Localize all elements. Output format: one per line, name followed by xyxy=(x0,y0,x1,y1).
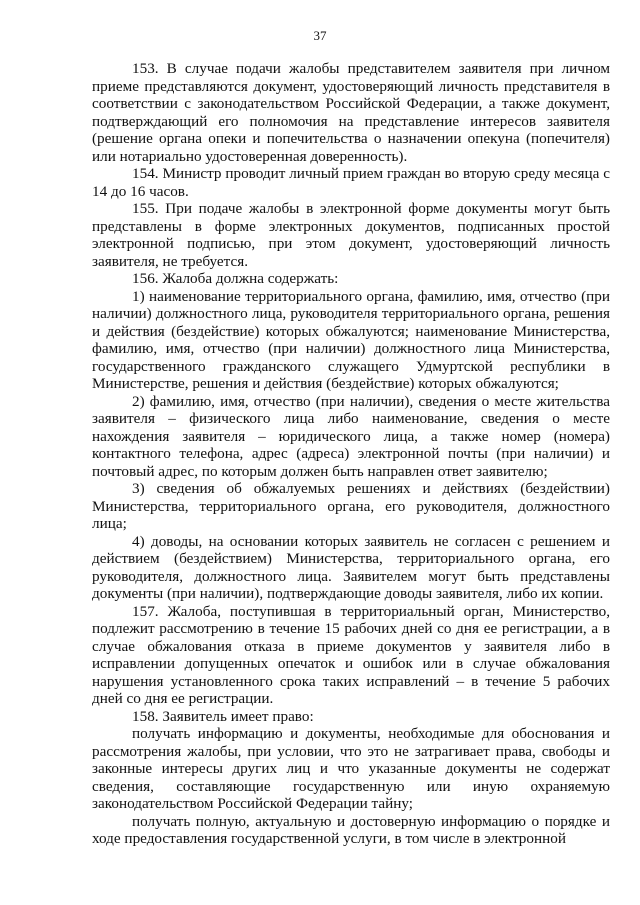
paragraph-156: 156. Жалоба должна содержать: xyxy=(132,270,339,287)
document-body xyxy=(92,60,610,848)
list-item-156-3: 3) сведения об обжалуемых решениях и действиях (бездействии) Министерства, территориального органа, его руководителя, должностного лица; xyxy=(92,480,610,532)
list-item-156-2: 2) фамилию, имя, отчество (при наличии), сведения о месте жительства заявителя – физического лица либо наименование, сведения о месте нахождения заявителя – юридического лица, а также номер (номера) контактного телефона, адрес (адреса) электронной почты (при наличии) и почтовый адрес, по которым должен быть направлен ответ заявителю; xyxy=(92,392,610,480)
page-number: 37 xyxy=(313,28,327,43)
paragraph-158: 158. Заявитель имеет право: xyxy=(132,707,314,725)
paragraph-154: 154. Министр проводит личный прием граждан во вторую среду месяца с 14 до 16 часов. xyxy=(92,165,610,200)
paragraph-153: 153. В случае подачи жалобы представителем заявителя при личном приеме представляются документ, удостоверяющий личность представителя в соответствии с законодательством Российской Федерации, а также документ, подтверждающий его полномочия на представление интересов заявителя (решение органа опеки и попечительства о назначении опекуна (попечителя) или нотариально удостоверенная доверенность). xyxy=(92,60,610,165)
paragraph-155: 155. При подаче жалобы в электронной форме документы могут быть представлены в форме электронных документов, подписанных простой электронной подписью, при этом документ, удостоверяющий личность заявителя, не требуется. xyxy=(92,200,610,270)
paragraph-157: 157. Жалоба, поступившая в территориальный орган, Министерство, подлежит рассмотрению в течение 15 рабочих дней со дня ее регистрации, а в случае обжалования отказа в приеме документов у заявителя либо в исправлении допущенных опечаток и ошибок или в случае обжалования нарушения установленного срока таких исправлений – в течение 5 рабочих дней со дня ее регистрации. xyxy=(92,602,610,707)
list-item-156-1: 1) наименование территориального органа, фамилию, имя, отчество (при наличии) должностного лица, руководителя территориального органа, решения и действия (бездействие) которых обжалуются; наименование Министерства, фамилию, имя, отчество (при наличии) должностного лица Министерства, государственного гражданского служащего Удмуртской республики в Министерстве, решения и действия (бездействие) которых обжалуются; xyxy=(92,287,610,392)
list-item-158-2: получать полную, актуальную и достоверную информацию о порядке и ходе предоставления государственной услуги, в том числе в электронной xyxy=(92,812,610,847)
list-item-156-4: 4) доводы, на основании которых заявитель не согласен с решением и действием (бездействием) Министерства, территориального органа, его руководителя, должностного лица. Заявителем могут быть представлены документы (при наличии), подтверждающие доводы заявителя, либо их копии. xyxy=(92,532,610,602)
list-item-158-1: получать информацию и документы, необходимые для обоснования и рассмотрения жалобы, при условии, что это не затрагивает права, свободы и законные интересы других лиц и что указанные документы не содержат сведения, составляющие государственную или иную охраняемую законодательством Российской Федерации тайну; xyxy=(92,725,610,812)
